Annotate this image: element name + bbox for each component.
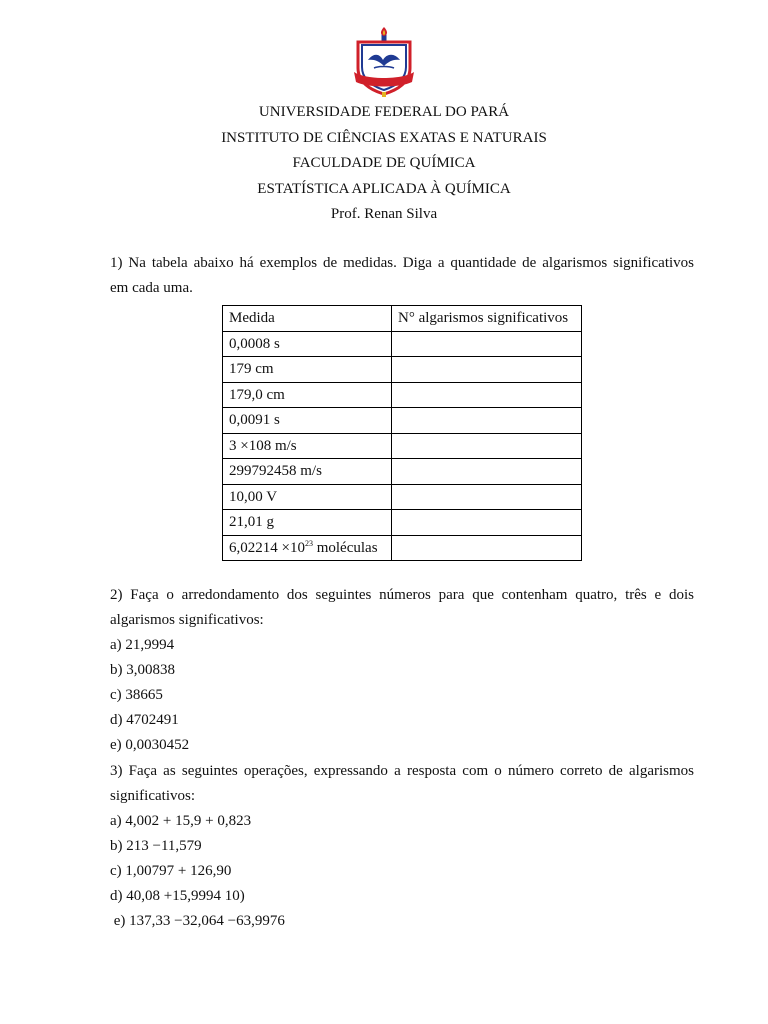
list-item: e) 0,0030452 <box>110 737 190 753</box>
university-seal-icon <box>352 26 416 98</box>
table-row <box>223 357 582 383</box>
table-cell-answer <box>392 331 582 357</box>
table-cell-answer <box>392 510 582 536</box>
question-1-line-1: 1) Na tabela abaixo há exemplos de medidas. Diga a quantidade de algarismos significativos <box>110 255 694 271</box>
measure-base: 6,02214 ×10 <box>229 539 305 556</box>
question-2 <box>110 583 694 758</box>
table-cell-answer <box>392 357 582 383</box>
table-cell-measure: 21,01 g <box>223 510 392 536</box>
list-item: d) 40,08 +15,9994 10) <box>110 888 245 904</box>
header-institute: INSTITUTO DE CIÊNCIAS EXATAS E NATURAIS <box>221 129 547 146</box>
list-item: c) 38665 <box>110 687 163 703</box>
question-3-line-2: significativos: <box>110 788 195 804</box>
list-item: c) 1,00797 + 126,90 <box>110 863 232 879</box>
table-header-cell: N° algarismos significativos <box>392 306 582 332</box>
list-item: b) 213 −11,579 <box>110 838 202 854</box>
table-cell-measure: 3 ×108 m/s <box>223 433 392 459</box>
table-cell-measure: 179,0 cm <box>223 382 392 408</box>
list-item: d) 4702491 <box>110 712 179 728</box>
table-cell-answer <box>392 408 582 434</box>
table-cell-answer <box>392 535 582 561</box>
question-2-line-1: 2) Faça o arredondamento dos seguintes números para que contenham quatro, três e dois <box>110 587 694 603</box>
table-row <box>223 535 582 561</box>
question-3 <box>110 759 694 934</box>
table-cell-measure: 10,00 V <box>223 484 392 510</box>
measure-unit: moléculas <box>312 539 378 556</box>
table-cell-measure: 179 cm <box>223 357 392 383</box>
table-header-row <box>223 306 582 332</box>
table-row <box>223 331 582 357</box>
measure-exponent: 23 <box>304 538 313 548</box>
question-3-line-1: 3) Faça as seguintes operações, expressando a resposta com o número correto de algarismos <box>110 763 694 779</box>
table-cell-measure: 0,0091 s <box>223 408 392 434</box>
document-header <box>0 100 768 228</box>
table-row <box>223 484 582 510</box>
table-row <box>223 382 582 408</box>
table-cell-answer <box>392 433 582 459</box>
header-course: ESTATÍSTICA APLICADA À QUÍMICA <box>257 180 511 197</box>
table-cell-measure <box>223 535 392 561</box>
question-1-line-2: em cada uma. <box>110 280 193 296</box>
table-header-cell: Medida <box>223 306 392 332</box>
table-cell-measure: 0,0008 s <box>223 331 392 357</box>
question-2-line-2: algarismos significativos: <box>110 612 264 628</box>
list-item: a) 21,9994 <box>110 637 175 653</box>
table-cell-measure: 299792458 m/s <box>223 459 392 485</box>
list-item: b) 3,00838 <box>110 662 175 678</box>
header-faculty: FACULDADE DE QUÍMICA <box>292 155 476 171</box>
question-1 <box>110 251 694 301</box>
table-row <box>223 459 582 485</box>
question-1-text <box>110 251 694 301</box>
table-row <box>223 433 582 459</box>
table-row <box>223 408 582 434</box>
measurements-table <box>222 305 582 561</box>
table-cell-answer <box>392 459 582 485</box>
table-row <box>223 510 582 536</box>
list-item: a) 4,002 + 15,9 + 0,823 <box>110 813 252 829</box>
table-cell-answer <box>392 484 582 510</box>
list-item: e) 137,33 −32,064 −63,9976 <box>110 913 285 929</box>
header-professor: Prof. Renan Silva <box>330 206 438 222</box>
table-cell-answer <box>392 382 582 408</box>
header-university: UNIVERSIDADE FEDERAL DO PARÁ <box>258 104 510 120</box>
